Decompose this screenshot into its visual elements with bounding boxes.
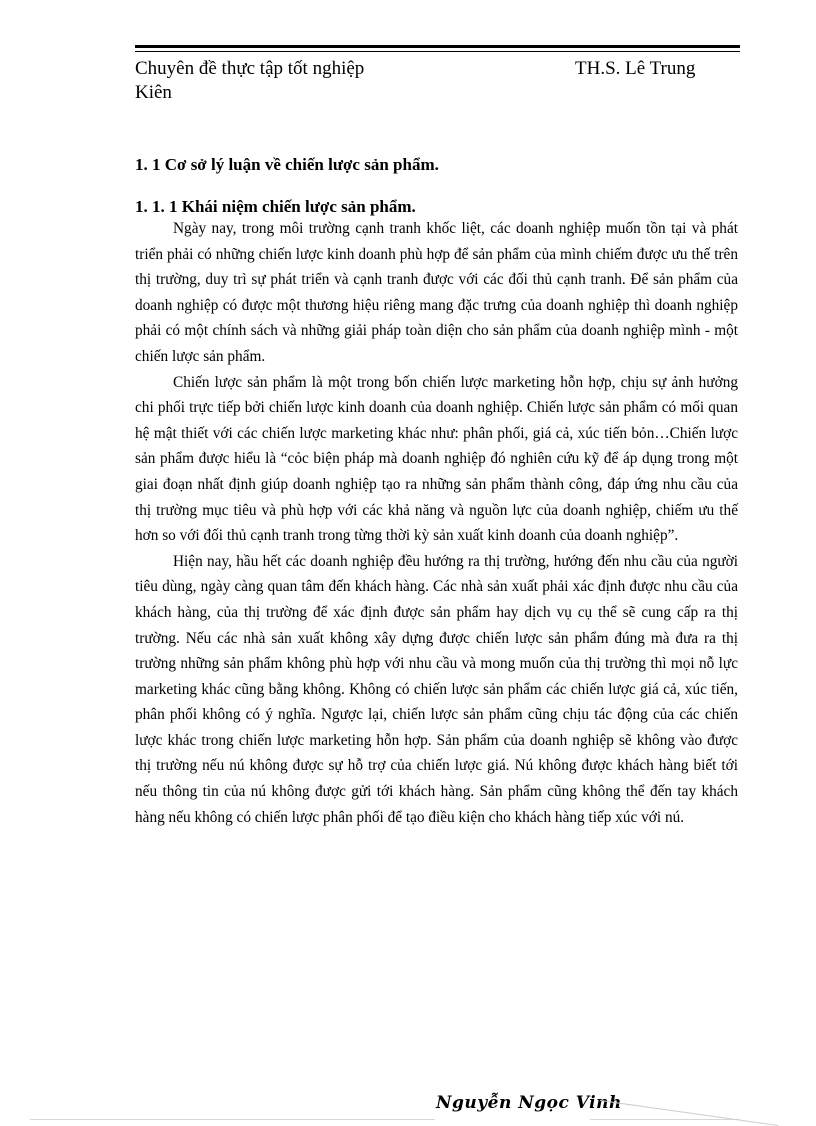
header-rule-thin [135,51,740,52]
header-left-title: Chuyên đề thực tập tốt nghiệp [135,58,365,79]
header-rule-thick [135,45,740,48]
paragraph-3: Hiện nay, hầu hết các doanh nghiệp đều hướng ra thị trường, hướng đến nhu cầu của người tiêu dùng, ngày càng quan tâm đến khách hàng. Các nhà sản xuất phải xác định được nhu cầu của khách hàng, của thị trường để xác định được sản phẩm hay dịch vụ cụ thể sẽ cung cấp ra thị trường. Nếu các nhà sản xuất không xây dựng được chiến lược sản phẩm đúng mà đưa ra thị trường những sản phẩm không phù hợp với nhu cầu và mong muốn của thị trường thì mọi nỗ lực marketing khác cũng bằng không. Không có chiến lược sản phẩm các chiến lược giá cả, xúc tiến, phân phối không có ý nghĩa. Ngược lại, chiến lược sản phẩm cũng chịu tác động của các chiến lược khác trong chiến lược marketing hỗn hợp. Sản phẩm của doanh nghiệp sẽ không vào được thị trường nếu nú không được sự hỗ trợ của chiến lược giá. Nú không được khách hàng biết tới nếu thông tin của nú không được gửi tới khách hàng. Sản phẩm cũng không thể đến tay khách hàng nếu không có chiến lược phân phối để tạo điều kiện cho khách hàng tiếp xúc với nú. [135,552,738,826]
page-header [135,57,740,105]
footer-author-signature: Nguyễn Ngọc Vinh [436,1093,622,1113]
section-heading: 1. 1 Cơ sở lý luận về chiến lược sản phẩm. [135,155,439,174]
header-continuation: Kiên [135,82,172,103]
paragraph-1: Ngày nay, trong môi trường cạnh tranh khốc liệt, các doanh nghiệp muốn tồn tại và phát triển phải có những chiến lược kinh doanh phù hợp để sản phẩm của mình chiếm được ưu thế trên thị trường, duy trì sự phát triển và cạnh tranh được với các đối thủ cạnh tranh. Để sản phẩm của doanh nghiệp có được một thương hiệu riêng mang đặc trưng của doanh nghiệp thì doanh nghiệp phải có một chính sách và những giải pháp toàn diện cho sản phẩm của doanh nghiệp mình - một chiến lược sản phẩm. [135,220,738,365]
footer-rule-left [30,1119,435,1120]
body-text [135,216,738,830]
header-right-author: TH.S. Lê Trung [575,58,696,79]
paragraph-2: Chiến lược sản phẩm là một trong bốn chiến lược marketing hỗn hợp, chịu sự ảnh hưởng chi phối trực tiếp bởi chiến lược kinh doanh của doanh nghiệp. Chiến lược sản phẩm có mối quan hệ mật thiết với các chiến lược marketing khác như: phân phối, giá cả, xúc tiến bỏn…Chiến lược sản phẩm được hiểu là “cỏc biện pháp mà doanh nghiệp đó nghiên cứu kỹ để áp dụng trong một giai đoạn nhất định giúp doanh nghiệp tạo ra những sản phẩm thành công, đáp ứng nhu cầu của thị trường mục tiêu và phù hợp với các khả năng và nguồn lực của doanh nghiệp, chiếm ưu thế hơn so với đối thủ cạnh tranh trong từng thời kỳ sản xuất kinh doanh của doanh nghiệp”. [135,373,738,545]
footer-rule-right [590,1119,740,1120]
footer-rule-diagonal [600,1100,778,1126]
subsection-heading: 1. 1. 1 Khái niệm chiến lược sản phẩm. [135,197,416,216]
